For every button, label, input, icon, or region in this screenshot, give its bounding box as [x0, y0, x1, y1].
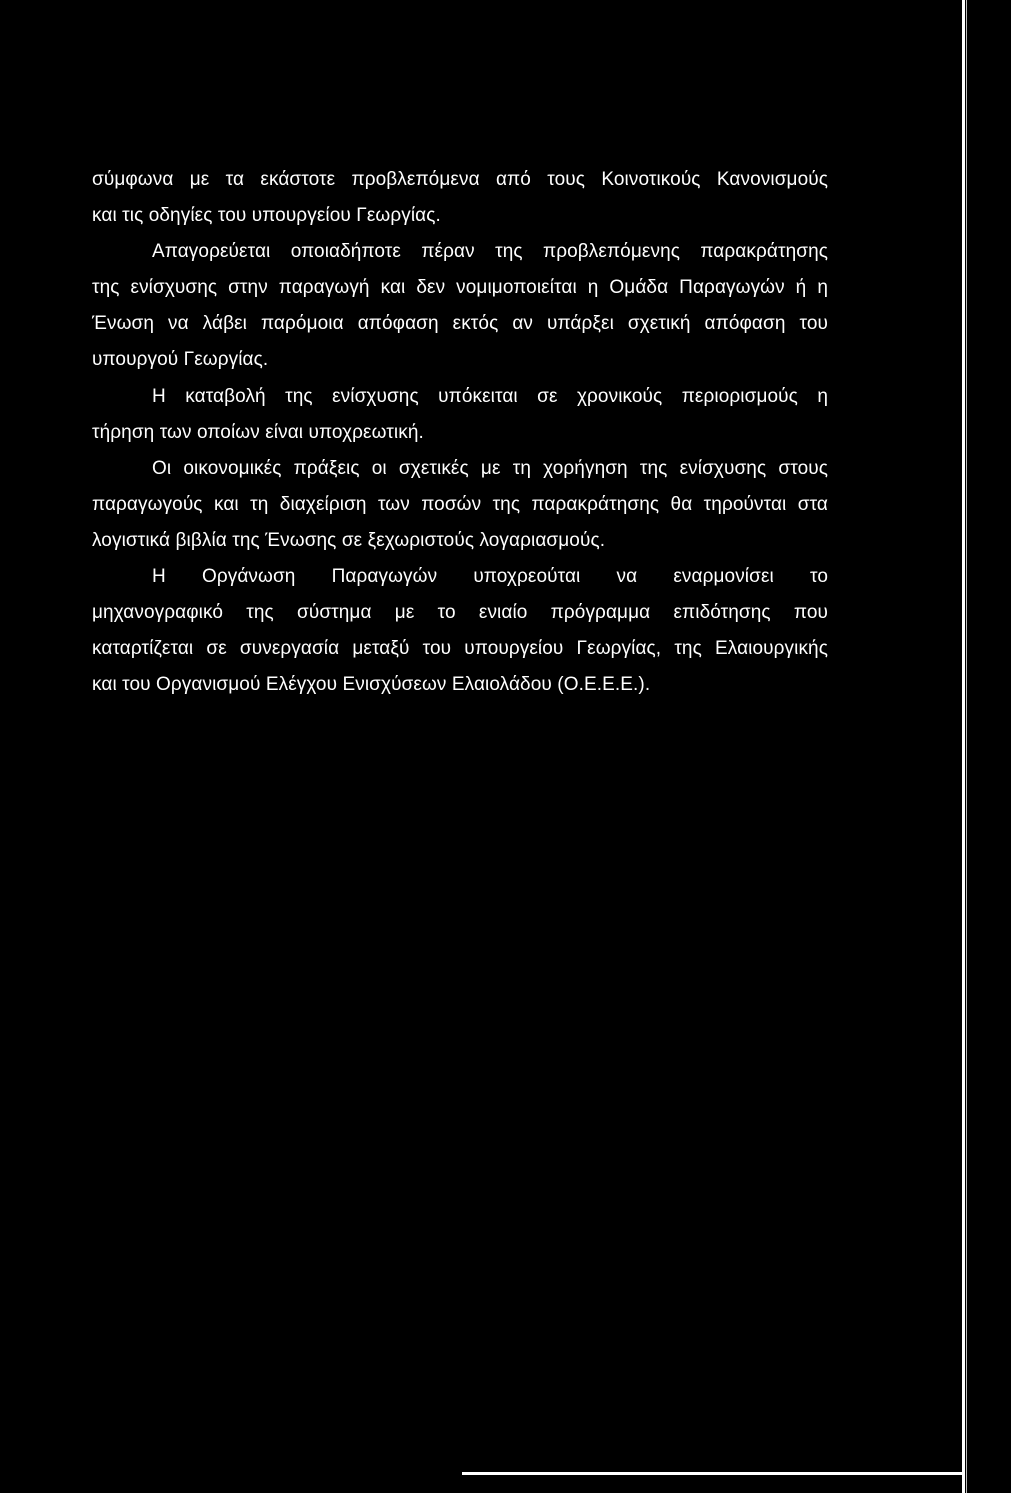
text-line: μηχανογραφικό της σύστημα με το ενιαίο πρόγραμμα επιδότησης που — [92, 602, 828, 624]
text-line: και του Οργανισμού Ελέγχου Ενισχύσεων Ελαιολάδου (Ο.Ε.Ε.Ε.). — [92, 674, 651, 696]
paragraph-start-line: Οι οικονομικές πράξεις οι σχετικές με τη χορήγηση της ενίσχυσης στους — [152, 457, 828, 479]
text-line: Ένωση να λάβει παρόμοια απόφαση εκτός αν υπάρξει σχετική απόφαση του — [92, 313, 828, 335]
paragraph-start-line: Η Οργάνωση Παραγωγών υποχρεούται να εναρμονίσει το — [152, 566, 828, 588]
paragraph-start-line: Η καταβολή της ενίσχυσης υπόκειται σε χρονικούς περιορισμούς η — [152, 385, 828, 407]
text-line: παραγωγούς και τη διαχείριση των ποσών της παρακράτησης θα τηρούνται στα — [92, 493, 828, 515]
scan-border-horizontal — [462, 1472, 962, 1475]
scan-border-vertical-thin — [966, 0, 967, 1493]
text-line: σύμφωνα με τα εκάστοτε προβλεπόμενα από τους Κοινοτικούς Κανονισμούς — [92, 169, 828, 190]
text-line: υπουργού Γεωργίας. — [92, 349, 269, 371]
text-line: της ενίσχυσης στην παραγωγή και δεν νομιμοποιείται η Ομάδα Παραγωγών ή η — [92, 277, 828, 299]
scan-border-vertical — [962, 0, 965, 1493]
text-line: τήρηση των οποίων είναι υποχρεωτική. — [92, 421, 424, 443]
document-body — [92, 162, 828, 703]
text-line: καταρτίζεται σε συνεργασία μεταξύ του υπουργείου Γεωργίας, της Ελαιουργικής — [92, 638, 828, 660]
paragraph-start-line: Απαγορεύεται οποιαδήποτε πέραν της προβλεπόμενης παρακράτησης — [152, 241, 828, 263]
text-line: και τις οδηγίες του υπουργείου Γεωργίας. — [92, 205, 441, 227]
text-line: λογιστικά βιβλία της Ένωσης σε ξεχωριστούς λογαριασμούς. — [92, 529, 606, 551]
